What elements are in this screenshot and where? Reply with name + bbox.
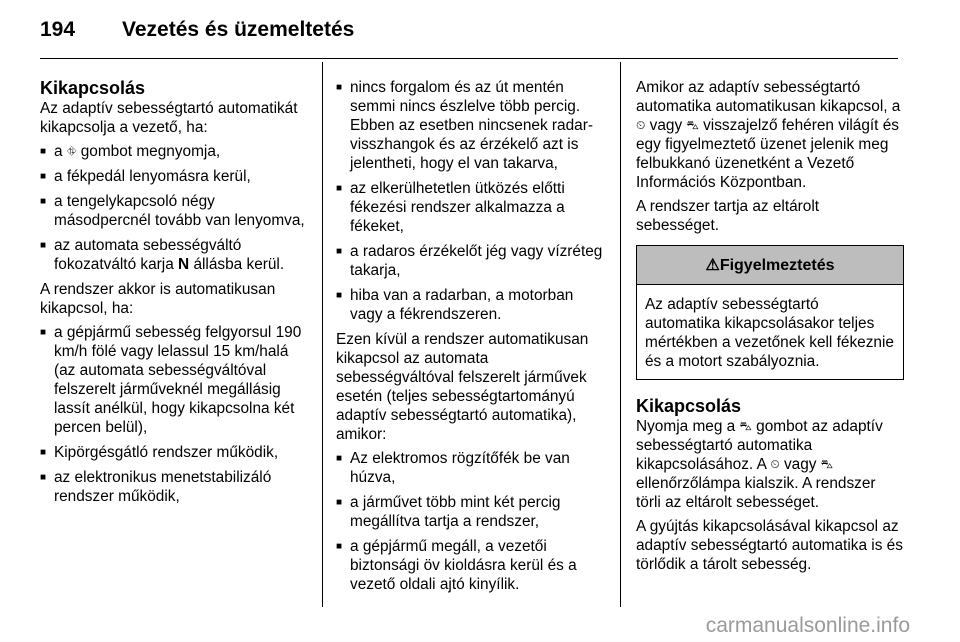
list-item: ■ Az elektromos rögzítőfék be van húzva, [336,449,608,487]
list-item: ■ a ⛗ gombot megnyomja, [40,142,312,161]
list-item: ■ a gépjármű megáll, a vezetői biztonsági öv kioldásra kerül és a vezető oldali ajtó kinyílik. [336,537,608,594]
warning-text: Az adaptív sebességtartó automatika kikapcsolásakor teljes mértékben a vezetőnek kell fékeznie és a motort szabályoznia. [645,296,894,370]
list-item: ■ a radaros érzékelőt jég vagy vízréteg takarja, [336,242,608,280]
page-number: 194 [40,18,76,41]
list-item: ■ a gépjármű sebesség felgyorsul 190 km/h fölé vagy lelassul 15 km/halá (az automata sebességváltóval felszerelt járműveknél megállásig lassít anélkül, hogy kikapcsolna két percen belül), [40,323,312,437]
watermark: carmanualsonline.info [705,614,910,637]
paragraph: Ezen kívül a rendszer automatikusan kikapcsol az automata sebességváltóval felszerelt járművek esetén (teljes sebességtartományú adaptív sebességtartó automatika), amikor: [336,331,589,443]
warning-triangle-icon: ⚠ [705,257,720,274]
cruise-indicator-icon: ⏲ [770,457,780,471]
list-item: ■ a fékpedál lenyomásra kerül, [40,167,312,186]
paragraph: Amikor az adaptív sebességtartó automatika automatikusan kikapcsol, a ⏲ vagy ⛍ visszajelző fehéren világít és egy figyelmeztető üzenet jelenik meg felbukkanó üzenetként a Vezető Információs Központban. [636,79,901,191]
column-1 [40,78,312,512]
list-item: ■ a járművet több mint két percig megállítva tartja a rendszer, [336,493,608,531]
bullet-list [336,78,608,324]
column-3 [636,78,904,579]
adaptive-cruise-icon: ⛍ [739,419,752,433]
adaptive-cruise-icon: ⛍ [686,118,699,132]
paragraph: A gyújtás kikapcsolásával kikapcsol az adaptív sebességtartó automatika is és törlődik a tárolt sebesség. [636,518,903,573]
paragraph: Az adaptív sebességtartó automatikát kikapcsolja a vezető, ha: [40,100,298,136]
list-item: ■ nincs forgalom és az út mentén semmi nincs észlelve több percig. Ebben az esetben nincsenek radar-visszhangok és az érzékelő azt is jelentheti, hogy el van takarva, [336,78,608,173]
section-heading: Kikapcsolás [636,396,742,416]
list-item: ■ Kipörgésgátló rendszer működik, [40,443,312,462]
cruise-control-icon: ⛗ [66,144,77,158]
bullet-list [336,449,608,594]
warning-title: Figyelmeztetés [719,257,835,274]
paragraph: Nyomja meg a ⛍ gombot az adaptív sebességtartó automatika kikapcsolásához. A ⏲ vagy ⛍ ellenőrzőlámpa kialszik. A rendszer törli az eltárolt sebességet. [636,418,883,511]
list-item: ■ az automata sebességváltó fokozatváltó karja N állásba kerül. [40,236,312,274]
warning-box [636,245,904,380]
paragraph: A rendszer akkor is automatikusan kikapcsol, ha: [40,281,276,317]
header-rule [40,58,898,59]
list-item: ■ a tengelykapcsoló négy másodpercnél tovább van lenyomva, [40,192,312,230]
list-item: ■ az elektronikus menetstabilizáló rendszer működik, [40,468,312,506]
paragraph: A rendszer tartja az eltárolt sebességet. [636,198,820,234]
list-item: ■ hiba van a radarban, a motorban vagy a fékrendszeren. [336,286,608,324]
list-item: ■ az elkerülhetetlen ütközés előtti fékezési rendszer alkalmazza a fékeket, [336,179,608,236]
column-divider [322,62,323,607]
page-title: Vezetés és üzemeltetés [122,18,355,41]
column-2 [336,78,608,600]
section-heading: Kikapcsolás [40,78,146,98]
cruise-indicator-icon: ⏲ [636,118,646,132]
bullet-list [40,142,312,274]
page-header [40,10,354,50]
warning-header [637,246,903,285]
adaptive-cruise-icon: ⛍ [820,457,834,471]
bullet-list [40,323,312,506]
column-divider [620,62,621,607]
